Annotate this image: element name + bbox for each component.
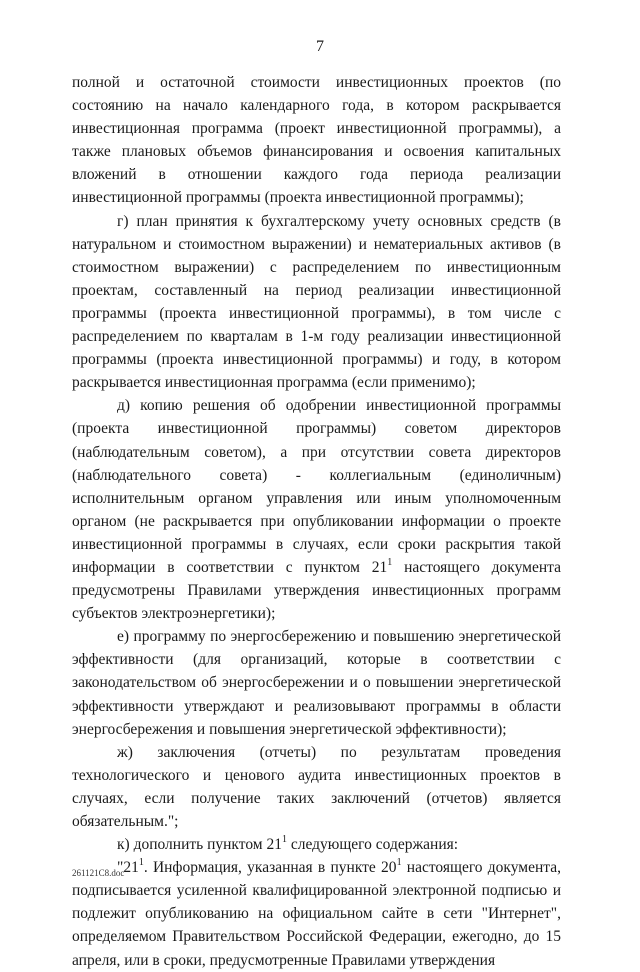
paragraph-k-text-after: следующего содержания: <box>286 836 459 854</box>
paragraph-21-1-text-after: настоящего документа, подписывается усиленной квалифицированной электронной подписью и подлежит опубликованию на официальном сайте в сети "Интернет", определяемом Правительством Российской Федерации, ежегодно, до 15 апреля, или в сроки, предусмотренные Правилами утверждения <box>72 859 561 969</box>
paragraph-k-text-before: к) дополнить пунктом 21 <box>117 836 282 854</box>
paragraph-21-1-superscript-2: 1 <box>396 857 402 869</box>
paragraph-d <box>72 394 561 625</box>
page-number: 7 <box>316 38 324 55</box>
paragraph-21-1-text-mid: . Информация, указанная в пункте 20 <box>143 859 397 877</box>
paragraph-1: полной и остаточной стоимости инвестиционных проектов (по состоянию на начало календарного года, в котором раскрывается инвестиционная программа (проект инвестиционной программы), а также плановых объемов финансирования и освоения капитальных вложений в отношении каждого года периода реализации инвестиционной программы (проекта инвестиционной программы); <box>72 74 561 207</box>
paragraph-d-superscript: 1 <box>387 556 393 568</box>
document-body <box>72 71 561 972</box>
footer-filename: 261121C8.doc <box>72 868 125 878</box>
paragraph-21-1 <box>72 856 561 971</box>
paragraph-k <box>72 833 561 856</box>
paragraph-d-text-before: д) копию решения об одобрении инвестиционной программы (проекта инвестиционной программы) советом директоров (наблюдательным советом), а при отсутствии совета директоров (наблюдательного совета) - коллегиальным (единоличным) исполнительным органом управления или иным уполномоченным органом (не раскрывается при опубликовании информации о проекте инвестиционной программы в случаях, если сроки раскрытия такой информации в соответствии с пунктом 21 <box>72 397 561 576</box>
paragraph-e: е) программу по энергосбережению и повышению энергетической эффективности (для организаций, которые в соответствии с законодательством об энергосбережении и о повышении энергетической эффективности утверждают и реализовывают программы в области энергосбережения и повышения энергетической эффективности); <box>72 628 561 738</box>
paragraph-zh: ж) заключения (отчеты) по результатам проведения технологического и ценового аудита инвестиционных проектов в случаях, если получение таких заключений (отчетов) является обязательным."; <box>72 743 561 830</box>
paragraph-21-1-superscript: 1 <box>138 857 144 869</box>
paragraph-k-superscript: 1 <box>281 833 287 845</box>
paragraph-d-text-after: настоящего документа предусмотрены Правилами утверждения инвестиционных программ субъектов электроэнергетики); <box>72 558 561 623</box>
paragraph-21-1-text-before: "21 <box>117 859 139 877</box>
paragraph-g: г) план принятия к бухгалтерскому учету основных средств (в натуральном и стоимостном выражении) и нематериальных активов (в стоимостном выражении) с распределением по инвестиционным проектам, составленный на период реализации инвестиционной программы (проекта инвестиционной программы), в том числе с распределением по кварталам в 1-м году реализации инвестиционной программы (проекта инвестиционной программы) и году, в котором раскрывается инвестиционная программа (если применимо); <box>72 212 561 392</box>
